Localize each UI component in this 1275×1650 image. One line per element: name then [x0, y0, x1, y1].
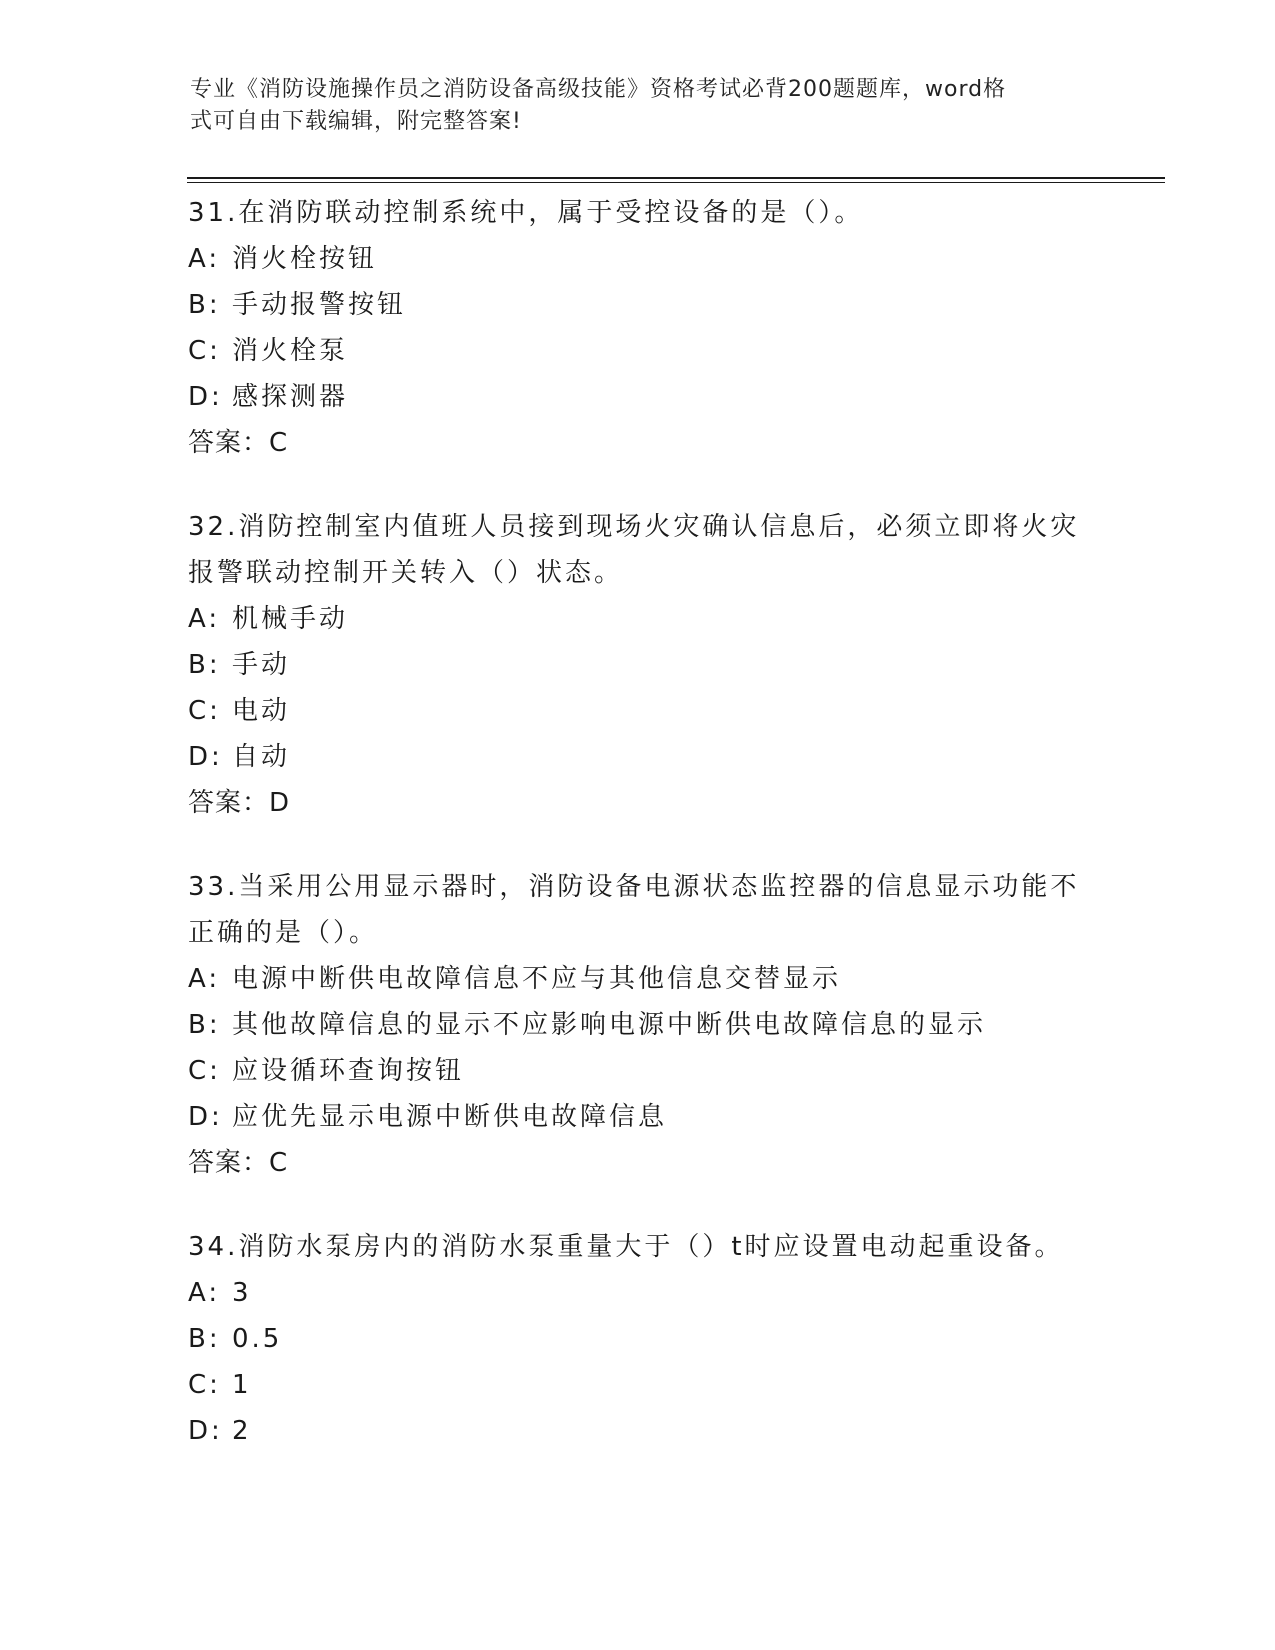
- option-a: [188, 956, 1088, 1002]
- option-b: [188, 1002, 1088, 1048]
- question-stem: 31.在消防联动控制系统中，属于受控设备的是（）。: [188, 198, 864, 228]
- option-text: 感探测器: [232, 382, 349, 412]
- option-text: 电动: [232, 696, 291, 726]
- option-letter: D:: [188, 1416, 223, 1446]
- option-letter: B:: [188, 650, 221, 680]
- option-letter: C:: [188, 336, 221, 366]
- option-text: 手动报警按钮: [232, 290, 407, 320]
- option-letter: B:: [188, 1324, 221, 1354]
- header-rule-thin: [187, 182, 1165, 183]
- option-d: [188, 374, 1088, 420]
- option-letter: A:: [188, 244, 221, 274]
- option-text: 消火栓泵: [232, 336, 349, 366]
- question-33: [188, 864, 1088, 1186]
- option-text: 自动: [232, 742, 291, 772]
- option-text: 应设循环查询按钮: [232, 1056, 465, 1086]
- question-stem-line-1: 32.消防控制室内值班人员接到现场火灾确认信息后，必须立即将火灾: [188, 512, 1080, 542]
- option-text: 0.5: [232, 1324, 283, 1354]
- option-text: 1: [232, 1370, 252, 1400]
- option-d: [188, 1094, 1088, 1140]
- option-d: [188, 734, 1088, 780]
- question-stem: 34.消防水泵房内的消防水泵重量大于（）t时应设置电动起重设备。: [188, 1232, 1064, 1262]
- option-c: [188, 1048, 1088, 1094]
- option-a: [188, 596, 1088, 642]
- option-text: 其他故障信息的显示不应影响电源中断供电故障信息的显示: [232, 1010, 987, 1040]
- question-stem-line-2: 正确的是（）。: [188, 918, 379, 948]
- option-letter: C:: [188, 696, 221, 726]
- option-letter: D:: [188, 742, 223, 772]
- header-line-1: 专业《消防设施操作员之消防设备高级技能》资格考试必背200题题库，word格: [190, 77, 1007, 102]
- option-c: [188, 328, 1088, 374]
- question-stem-line-2: 报警联动控制开关转入（）状态。: [188, 558, 624, 588]
- option-a: [188, 236, 1088, 282]
- option-text: 2: [232, 1416, 252, 1446]
- answer: 答案：C: [188, 428, 289, 458]
- option-text: 消火栓按钮: [232, 244, 378, 274]
- question-31: [188, 190, 1088, 466]
- option-a: [188, 1270, 1088, 1316]
- option-text: 机械手动: [232, 604, 349, 634]
- option-letter: C:: [188, 1370, 221, 1400]
- option-text: 3: [232, 1278, 252, 1308]
- option-letter: D:: [188, 382, 223, 412]
- option-c: [188, 688, 1088, 734]
- option-d: [188, 1408, 1088, 1454]
- option-letter: A:: [188, 604, 221, 634]
- option-text: 手动: [232, 650, 291, 680]
- option-letter: B:: [188, 290, 221, 320]
- header-line-2: 式可自由下载编辑，附完整答案!: [190, 109, 522, 134]
- option-text: 电源中断供电故障信息不应与其他信息交替显示: [232, 964, 842, 994]
- question-32: [188, 504, 1088, 826]
- question-stem-line-1: 33.当采用公用显示器时，消防设备电源状态监控器的信息显示功能不: [188, 872, 1080, 902]
- question-34: [188, 1224, 1088, 1454]
- option-letter: A:: [188, 1278, 221, 1308]
- option-b: [188, 642, 1088, 688]
- option-b: [188, 1316, 1088, 1362]
- option-c: [188, 1362, 1088, 1408]
- header-rule-thick: [187, 177, 1165, 179]
- document-header: [190, 74, 1070, 138]
- answer: 答案：D: [188, 788, 291, 818]
- question-list: [188, 190, 1088, 1492]
- option-letter: C:: [188, 1056, 221, 1086]
- option-letter: A:: [188, 964, 221, 994]
- option-b: [188, 282, 1088, 328]
- option-letter: B:: [188, 1010, 221, 1040]
- answer: 答案：C: [188, 1148, 289, 1178]
- option-letter: D:: [188, 1102, 223, 1132]
- option-text: 应优先显示电源中断供电故障信息: [232, 1102, 668, 1132]
